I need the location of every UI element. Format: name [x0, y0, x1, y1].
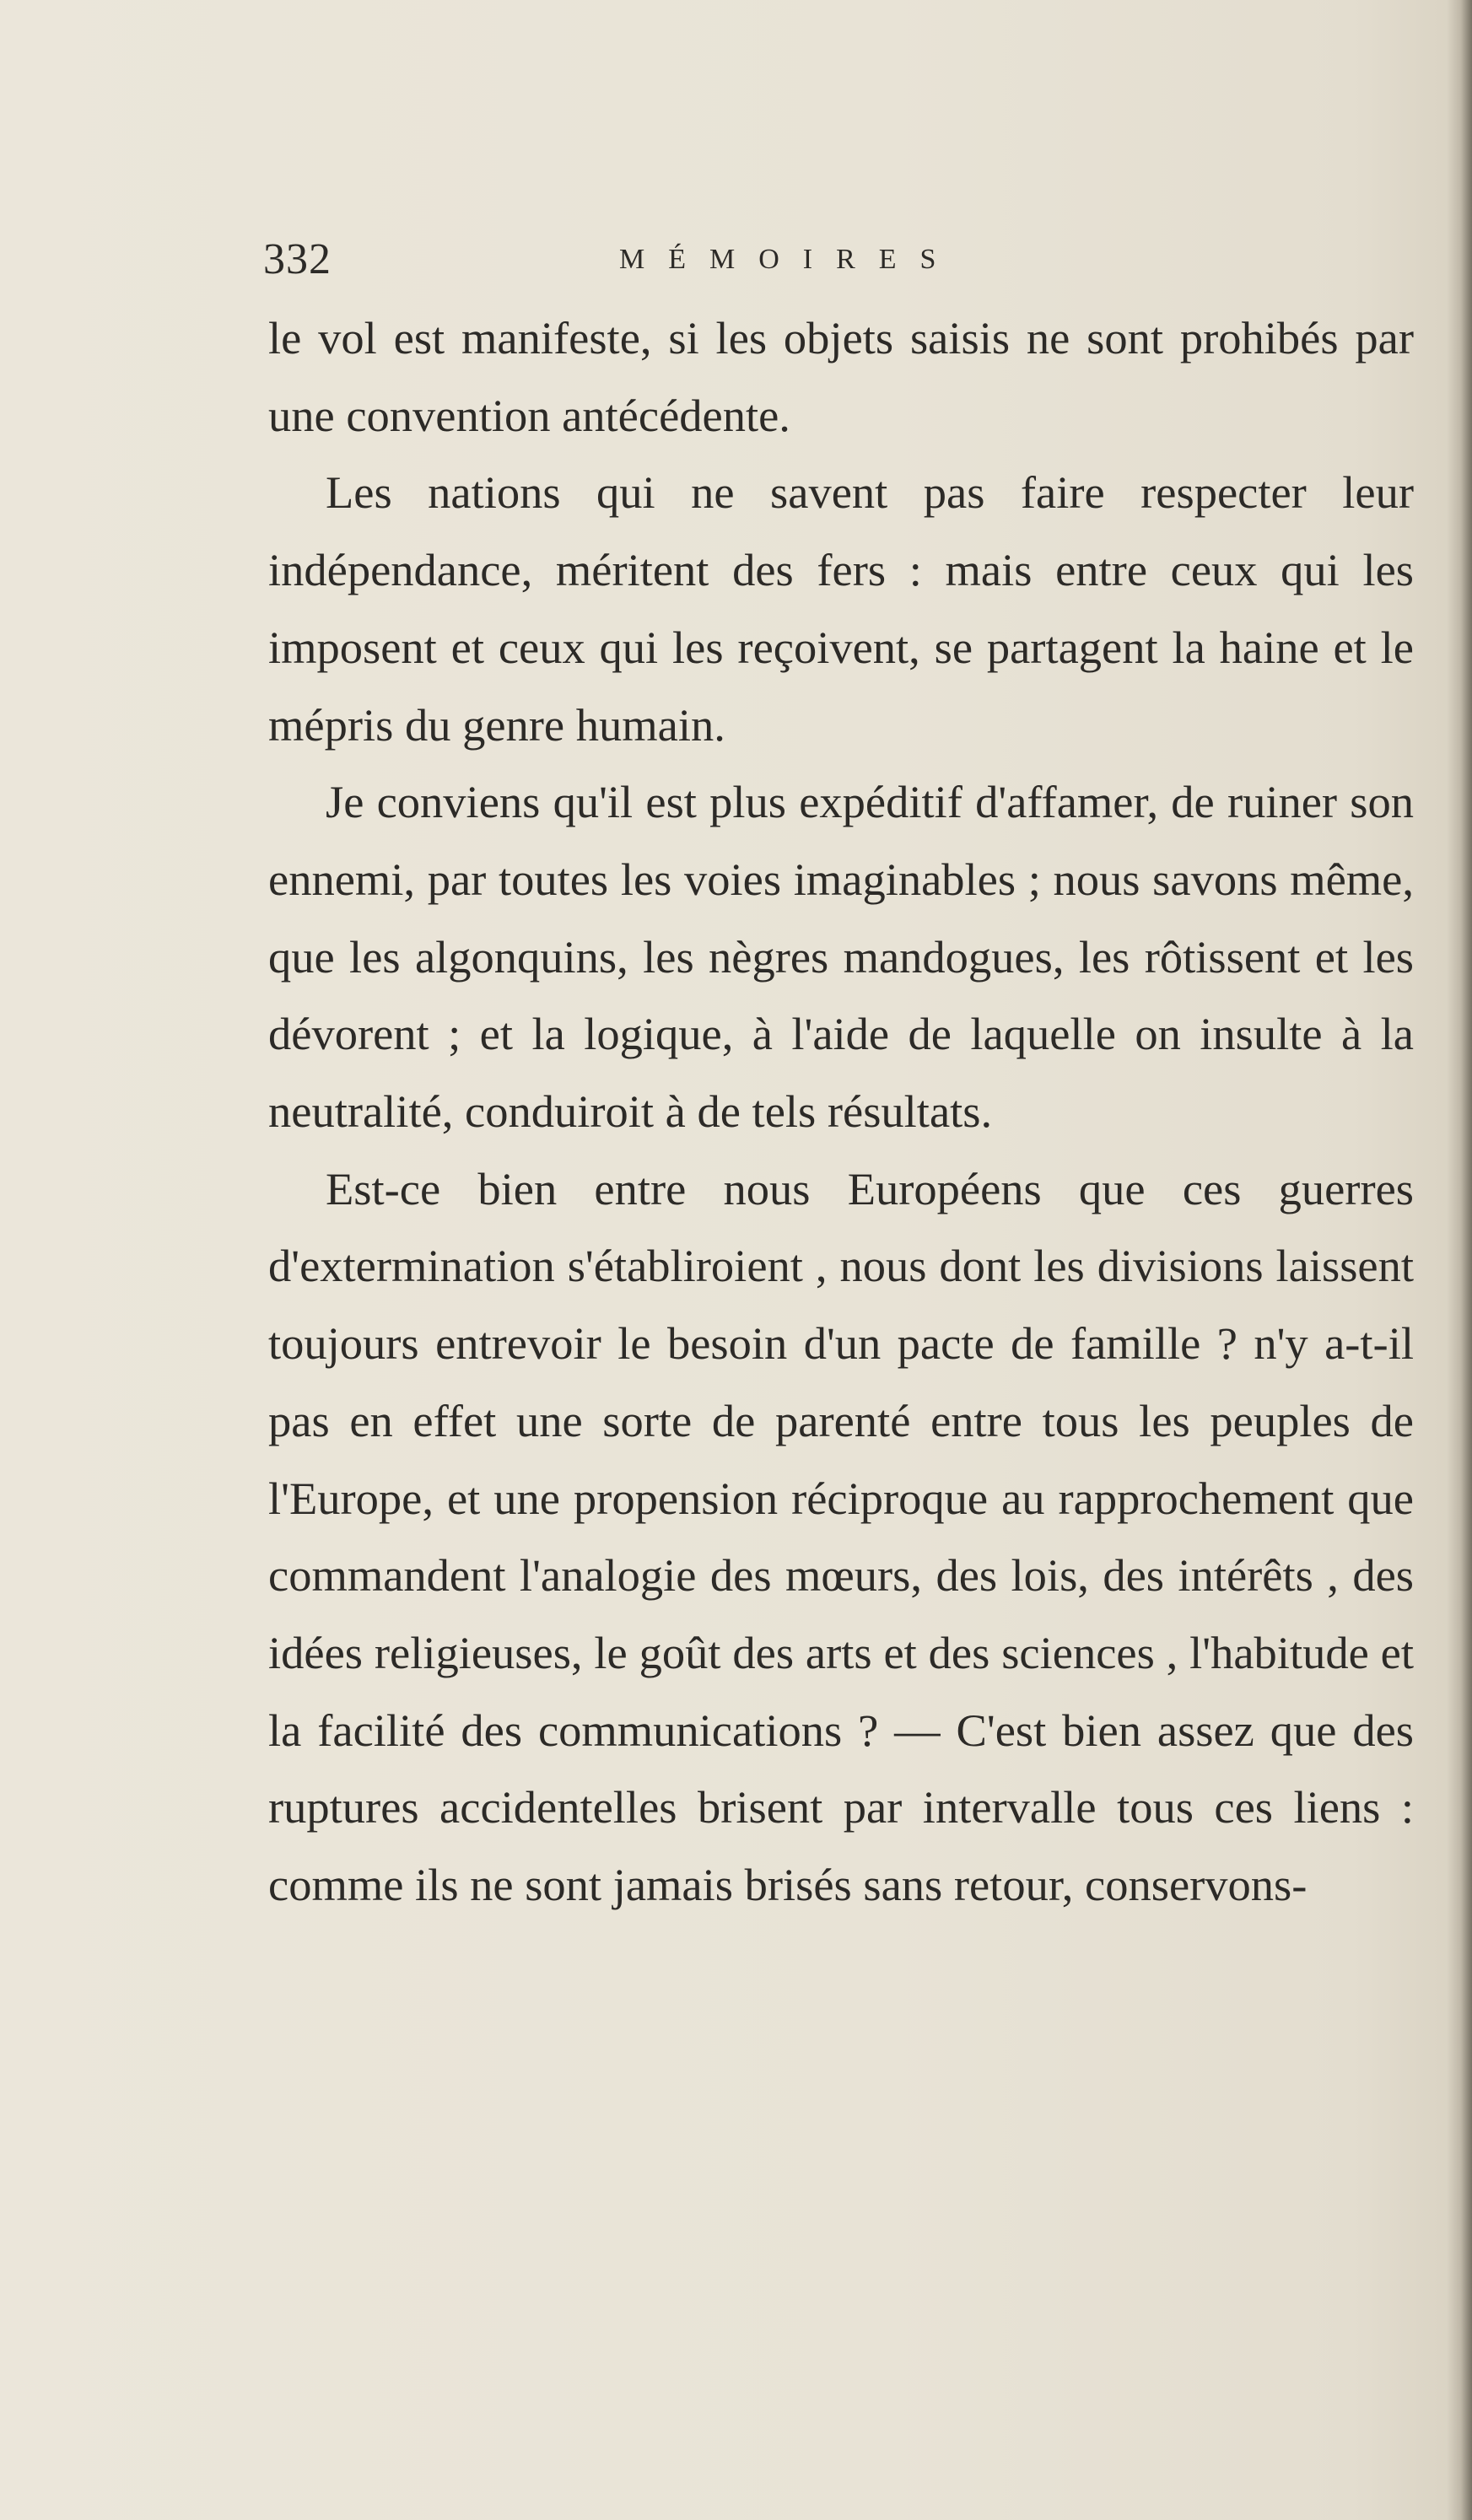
paragraph-continuation: le vol est manifeste, si les objets saisis ne sont prohibés par une convention antécédente.: [268, 312, 1414, 441]
page-number: 332: [263, 235, 332, 283]
paragraph-nations: Les nations qui ne savent pas faire respecter leur indépendance, méritent des fers : mais entre ceux qui les imposent et ceux qui les reçoivent, se partagent la haine et le mépris du genre humain.: [268, 466, 1414, 751]
body-text: [268, 299, 1414, 1924]
paragraph-conviens: Je conviens qu'il est plus expéditif d'affamer, de ruiner son ennemi, par toutes les voies imaginables ; nous savons même, que les algonquins, les nègres mandogues, les rôtissent et les dévorent ; et la logique, à l'aide de laquelle on insulte à la neutralité, conduiroit à de tels résultats.: [268, 776, 1414, 1138]
paragraph-europeens: Est-ce bien entre nous Européens que ces guerres d'extermination s'établiroient , nous dont les divisions laissent toujours entrevoir le besoin d'un pacte de famille ? n'y a-t-il pas en effet une sorte de parenté entre tous les peuples de l'Europe, et une propension réciproque au rapprochement que commandent l'analogie des mœurs, des lois, des intérêts , des idées religieuses, le goût des arts et des sciences , l'habitude et la facilité des communications ? — C'est bien assez que des ruptures accidentelles brisent par intervalle tous ces liens : comme ils ne sont jamais brisés sans retour, conservons-: [268, 1162, 1414, 1911]
page-header: [263, 226, 1410, 293]
running-head: MÉMOIRES: [619, 244, 960, 275]
page-edge-shadow: [1447, 0, 1472, 2520]
